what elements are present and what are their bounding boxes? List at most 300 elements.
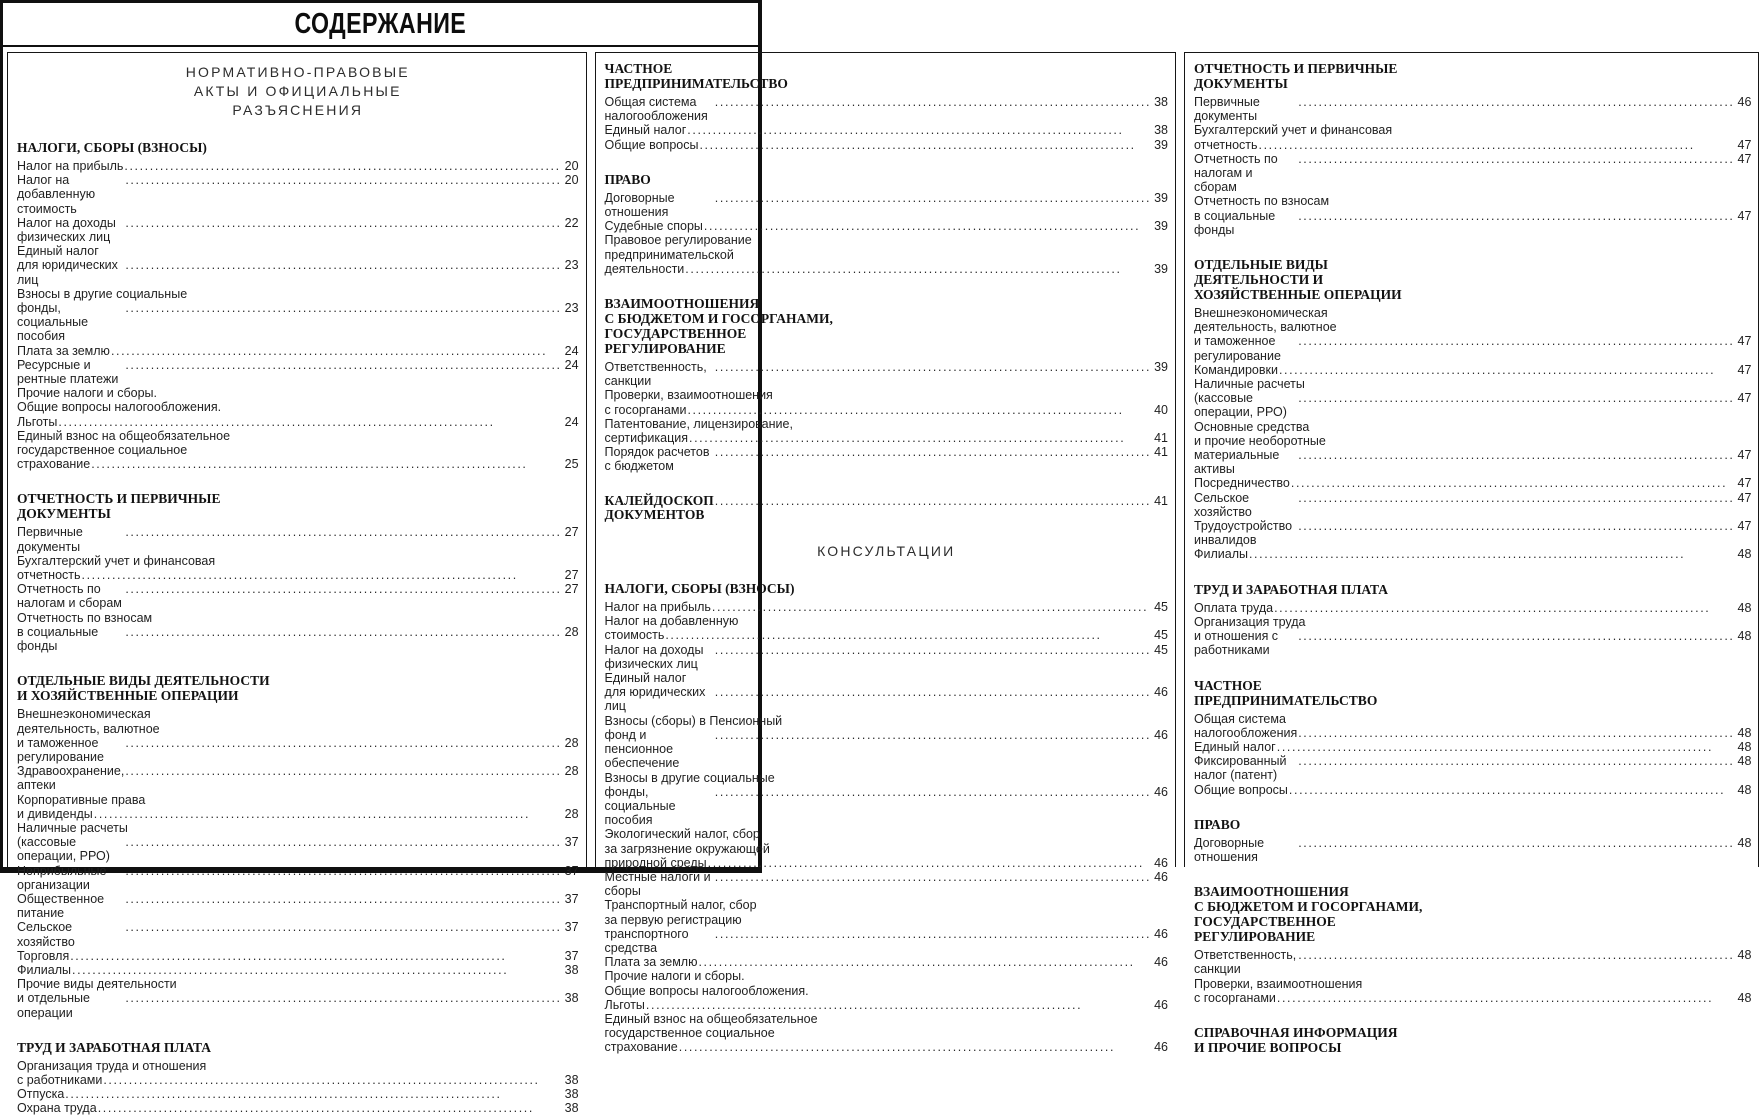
entry-label: в социальные фонды bbox=[17, 624, 99, 654]
toc-entry-line bbox=[605, 998, 1168, 1012]
entry-label: предпринимательской bbox=[604, 247, 734, 262]
page-number: 48 bbox=[1737, 754, 1752, 769]
toc-entry-line bbox=[17, 991, 579, 1019]
entry-label: и дивиденды bbox=[17, 806, 93, 821]
entry-label: Общие вопросы bbox=[604, 137, 699, 152]
toc-entry-line bbox=[605, 417, 1168, 431]
entry-label: с работниками bbox=[17, 1072, 103, 1087]
page-number: 37 bbox=[564, 891, 579, 906]
page-number: 38 bbox=[564, 1087, 579, 1102]
page-number: 40 bbox=[1154, 402, 1168, 417]
toc-entry-line bbox=[1194, 519, 1751, 547]
section-title-line: ОТДЕЛЬНЫЕ ВИДЫ ДЕЯТЕЛЬНОСТИ bbox=[17, 673, 270, 689]
toc-entry-line bbox=[605, 233, 1168, 247]
entry-label: Общественное питание bbox=[17, 891, 105, 921]
dot-leader bbox=[687, 123, 1151, 137]
page-number: 38 bbox=[564, 1101, 579, 1116]
entry-label: Единый налог bbox=[17, 244, 99, 259]
entry-label: материальные активы bbox=[1193, 448, 1280, 477]
entry-label: Налог на прибыль bbox=[17, 159, 124, 173]
entry-label: и прочие необоротные bbox=[1193, 433, 1326, 448]
dot-leader bbox=[1279, 363, 1735, 377]
dot-leader bbox=[125, 736, 561, 750]
page-number: 25 bbox=[564, 457, 579, 472]
dot-leader bbox=[715, 728, 1151, 742]
entry-label: Договорные отношения bbox=[1193, 835, 1265, 864]
toc-entry-line bbox=[17, 287, 579, 301]
section-title-line: ДЕЯТЕЛЬНОСТИ И bbox=[1193, 272, 1324, 288]
entry-label: деятельности bbox=[604, 261, 685, 276]
toc-entry-line bbox=[605, 785, 1168, 828]
page-number: 47 bbox=[1737, 448, 1752, 463]
toc-entry-line bbox=[605, 403, 1168, 417]
entry-label: Общие вопросы налогообложения. bbox=[17, 400, 222, 415]
toc-entry-line bbox=[17, 1059, 579, 1073]
entry-label: Ответственность, санкции bbox=[604, 360, 707, 389]
column-header-line: НОРМАТИВНО-ПРАВОВЫЕ bbox=[185, 64, 410, 80]
toc-entry-line bbox=[17, 1087, 579, 1101]
toc-entry-line bbox=[1194, 391, 1751, 419]
entry-label: Общие вопросы налогообложения. bbox=[604, 983, 809, 998]
toc-entry-line bbox=[605, 95, 1168, 123]
entry-label: транспортного средства bbox=[604, 926, 689, 955]
toc-entry-line bbox=[605, 827, 1168, 841]
page-number: 20 bbox=[564, 173, 579, 188]
section-title-line: ОТДЕЛЬНЫЕ ВИДЫ bbox=[1193, 257, 1328, 273]
entry-label: Транспортный налог, сбор bbox=[604, 898, 757, 913]
section-title-line: ХОЗЯЙСТВЕННЫЕ ОПЕРАЦИИ bbox=[1193, 287, 1402, 303]
toc-entry-line bbox=[1194, 615, 1751, 629]
page-number: 46 bbox=[1154, 727, 1168, 742]
entry-label: с госорганами bbox=[1193, 990, 1276, 1005]
dot-leader bbox=[715, 445, 1151, 459]
dot-leader bbox=[125, 835, 561, 849]
toc-entry-line bbox=[1194, 991, 1751, 1005]
section-title-line: НАЛОГИ, СБОРЫ (ВЗНОСЫ) bbox=[604, 581, 795, 597]
page-number: 47 bbox=[1737, 151, 1752, 166]
dot-leader bbox=[715, 870, 1151, 884]
page-number: 47 bbox=[1737, 519, 1752, 534]
dot-leader bbox=[1291, 476, 1735, 490]
dot-leader bbox=[125, 582, 561, 596]
dot-leader bbox=[1289, 783, 1735, 797]
page-number: 48 bbox=[1737, 835, 1752, 850]
dot-leader bbox=[125, 216, 561, 230]
toc-entry-line bbox=[1194, 434, 1751, 448]
toc-entry-line bbox=[605, 671, 1168, 685]
dot-leader bbox=[698, 955, 1151, 969]
toc-entry-line bbox=[605, 431, 1168, 445]
dot-leader bbox=[1298, 209, 1734, 223]
toc-entry-line bbox=[17, 244, 579, 258]
dot-leader bbox=[125, 625, 561, 639]
toc-entry-line bbox=[17, 835, 579, 863]
dot-leader bbox=[82, 568, 562, 582]
section-title-line: С БЮДЖЕТОМ И ГОСОРГАНАМИ, bbox=[1193, 899, 1423, 915]
toc-entry-line bbox=[17, 525, 579, 553]
entry-label: Плата за землю bbox=[17, 343, 110, 358]
entry-label: Посредничество bbox=[1193, 476, 1290, 491]
toc-entry-line bbox=[1194, 420, 1751, 434]
section-title-line: ПРЕДПРИНИМАТЕЛЬСТВО bbox=[1193, 692, 1378, 708]
page-number: 47 bbox=[1737, 490, 1752, 505]
page-number: 20 bbox=[564, 159, 579, 173]
entry-label: Командировки bbox=[1193, 362, 1278, 377]
dot-leader bbox=[704, 219, 1151, 233]
page-number: 38 bbox=[1154, 123, 1168, 138]
dot-leader bbox=[125, 358, 561, 372]
dot-leader bbox=[1249, 547, 1735, 561]
toc-entry-line bbox=[17, 920, 579, 948]
toc-entry-line bbox=[17, 821, 579, 835]
dot-leader bbox=[1298, 519, 1734, 533]
section-title-line: ВЗАИМООТНОШЕНИЯ bbox=[1193, 884, 1349, 900]
dot-leader bbox=[1277, 740, 1735, 754]
toc-entry-line bbox=[17, 625, 579, 653]
entry-label: налогообложения bbox=[1193, 725, 1298, 740]
toc-entry-line bbox=[17, 301, 579, 344]
toc-entry-line bbox=[17, 386, 579, 400]
page-number: 48 bbox=[1737, 629, 1752, 644]
entry-label: Отчетность по налогам и сборам bbox=[1193, 151, 1278, 195]
page-number: 46 bbox=[1154, 955, 1168, 970]
page-number: 22 bbox=[564, 215, 579, 230]
entry-label: Договорные отношения bbox=[604, 190, 675, 220]
toc-entry-line bbox=[1194, 601, 1751, 615]
entry-label: Налог на прибыль bbox=[604, 600, 711, 615]
toc-entry-line bbox=[17, 807, 579, 821]
section-title bbox=[17, 140, 579, 155]
page-number: 46 bbox=[1154, 784, 1168, 799]
entry-label: Отпуска bbox=[17, 1087, 65, 1102]
dot-leader bbox=[1298, 95, 1734, 109]
entry-label: Прочие налоги и сборы. bbox=[17, 386, 158, 401]
entry-label: Наличные расчеты bbox=[1193, 377, 1305, 392]
entry-label: Бухгалтерский учет и финансовая bbox=[17, 553, 216, 568]
section-title bbox=[1194, 257, 1751, 302]
dot-leader bbox=[1298, 629, 1734, 643]
entry-label: для юридических лиц bbox=[604, 685, 706, 714]
dot-leader bbox=[125, 173, 561, 187]
page-number: 47 bbox=[1737, 137, 1752, 152]
toc-entry-line bbox=[17, 949, 579, 963]
page-number: 39 bbox=[1154, 137, 1168, 152]
section-title-line: ОТЧЕТНОСТЬ И ПЕРВИЧНЫЕ bbox=[1193, 61, 1398, 76]
toc-column-middle bbox=[595, 52, 1176, 1055]
entry-label: Проверки, взаимоотношения bbox=[1193, 976, 1363, 991]
toc-entry-line bbox=[17, 258, 579, 286]
page-number: 37 bbox=[564, 835, 579, 850]
entry-label: Здравоохранение, аптеки bbox=[17, 764, 125, 793]
toc-entry-line bbox=[17, 892, 579, 920]
dot-leader bbox=[103, 1073, 561, 1087]
entry-label: для юридических лиц bbox=[17, 258, 118, 287]
section-title bbox=[1194, 884, 1751, 944]
dot-leader bbox=[646, 998, 1151, 1012]
section-title-line: РЕГУЛИРОВАНИЕ bbox=[604, 341, 726, 357]
dot-leader bbox=[679, 1040, 1151, 1054]
toc-entry-line bbox=[605, 600, 1168, 614]
toc-entry-line bbox=[605, 1026, 1168, 1040]
entry-label: Внешнеэкономическая bbox=[1193, 306, 1328, 321]
toc-entry-line bbox=[1194, 209, 1751, 237]
page-number: 46 bbox=[1737, 95, 1752, 109]
page-number: 48 bbox=[1737, 948, 1752, 963]
page-number: 28 bbox=[564, 764, 579, 779]
column-header bbox=[17, 63, 579, 120]
toc-entry-line bbox=[1194, 363, 1751, 377]
entry-label: Единый налог bbox=[1193, 739, 1276, 754]
toc-entry-line bbox=[17, 216, 579, 244]
entry-label: Единый налог bbox=[604, 671, 687, 686]
toc-entry-line bbox=[17, 611, 579, 625]
entry-label: Организация труда и отношения bbox=[17, 1058, 207, 1073]
section-title-line: ПРАВО bbox=[604, 171, 651, 187]
toc-entry-line bbox=[17, 400, 579, 414]
page-number: 47 bbox=[1737, 476, 1752, 491]
entry-label: Оплата труда bbox=[1193, 600, 1274, 615]
entry-label: природной среды bbox=[604, 855, 707, 870]
page-number: 28 bbox=[564, 735, 579, 750]
section-title bbox=[605, 581, 1168, 596]
toc-entry-line bbox=[605, 219, 1168, 233]
entry-label: Фиксированный налог (патент) bbox=[1193, 754, 1287, 783]
page-number: 48 bbox=[1737, 782, 1752, 797]
toc-entry-line bbox=[605, 969, 1168, 983]
entry-label: Патентование, лицензирование, bbox=[604, 416, 793, 431]
entry-label: стоимость bbox=[604, 628, 665, 643]
dot-leader bbox=[125, 991, 561, 1005]
dot-leader bbox=[715, 643, 1151, 657]
page-number: 28 bbox=[564, 624, 579, 639]
entry-label: Первичные документы bbox=[1193, 95, 1260, 124]
entry-label: деятельность, валютное bbox=[1193, 320, 1337, 335]
section-title-line: ТРУД И ЗАРАБОТНАЯ ПЛАТА bbox=[1193, 581, 1389, 597]
column-header-line: КОНСУЛЬТАЦИИ bbox=[817, 543, 956, 560]
dot-leader bbox=[1259, 138, 1735, 152]
entry-label: Сельское хозяйство bbox=[1193, 490, 1252, 519]
page-number: 41 bbox=[1154, 493, 1168, 508]
entry-label: отчетность bbox=[1193, 137, 1258, 152]
dot-leader bbox=[65, 1087, 561, 1101]
entry-label: Бухгалтерский учет и финансовая bbox=[1193, 123, 1393, 138]
toc-entry-line bbox=[1194, 754, 1751, 782]
toc-entry-line bbox=[17, 764, 579, 792]
page-number: 39 bbox=[1154, 360, 1168, 375]
entry-label: Налог на добавленную bbox=[604, 614, 739, 629]
page-number: 41 bbox=[1154, 431, 1168, 446]
toc-entry-line bbox=[17, 977, 579, 991]
toc-entry-line bbox=[1194, 194, 1751, 208]
toc-entry-line bbox=[605, 1012, 1168, 1026]
toc-entry-line bbox=[1194, 448, 1751, 476]
toc-entry-line bbox=[17, 864, 579, 892]
dot-leader bbox=[72, 963, 562, 977]
entry-label: за первую регистрацию bbox=[604, 912, 742, 927]
page-number: 46 bbox=[1154, 926, 1168, 941]
dot-leader bbox=[715, 191, 1151, 205]
section-page-entry bbox=[605, 494, 1168, 522]
page-number: 37 bbox=[564, 920, 579, 935]
toc-entry-line bbox=[605, 643, 1168, 671]
page-number: 37 bbox=[564, 948, 579, 963]
toc-entry-line bbox=[17, 554, 579, 568]
page-number: 47 bbox=[1737, 208, 1752, 223]
dot-leader bbox=[1298, 391, 1734, 405]
entry-label: Проверки, взаимоотношения bbox=[604, 388, 773, 403]
toc-columns bbox=[3, 47, 1752, 1116]
entry-label: фонд и пенсионное обеспечение bbox=[604, 727, 680, 771]
toc-entry-line bbox=[1194, 123, 1751, 137]
dot-leader bbox=[1298, 948, 1734, 962]
entry-label: Прочие виды деятельности bbox=[17, 977, 177, 992]
entry-label: Ресурсные и рентные платежи bbox=[17, 357, 119, 387]
entry-label: в социальные фонды bbox=[1193, 208, 1276, 237]
entry-label: Правовое регулирование bbox=[604, 233, 752, 248]
section-title-line: ВЗАИМООТНОШЕНИЯ bbox=[604, 296, 760, 312]
entry-label: Взносы (сборы) в Пенсионный bbox=[604, 713, 783, 728]
page-number: 46 bbox=[1154, 855, 1168, 870]
toc-entry-line bbox=[1194, 377, 1751, 391]
column-header-line: РАЗЪЯСНЕНИЯ bbox=[232, 102, 364, 118]
toc-entry-line bbox=[1194, 740, 1751, 754]
page-number: 37 bbox=[564, 863, 579, 878]
toc-entry-line bbox=[1194, 948, 1751, 976]
page-title: СОДЕРЖАНИЕ bbox=[294, 7, 467, 40]
entry-label: Трудоустройство инвалидов bbox=[1193, 519, 1293, 548]
page-number: 48 bbox=[1737, 725, 1752, 740]
entry-label: Наличные расчеты bbox=[17, 820, 128, 835]
page-number: 45 bbox=[1154, 628, 1168, 643]
column-header-line: АКТЫ И ОФИЦИАЛЬНЫЕ bbox=[193, 83, 402, 99]
page-number: 39 bbox=[1154, 190, 1168, 205]
entry-label: Первичные документы bbox=[17, 525, 83, 554]
entry-label: Филиалы bbox=[17, 962, 71, 977]
entry-label: государственное социальное bbox=[17, 443, 188, 458]
section-title bbox=[605, 172, 1168, 187]
toc-entry-line bbox=[1194, 95, 1751, 123]
entry-label: фонды, социальные пособия bbox=[604, 784, 676, 828]
dot-leader bbox=[715, 785, 1151, 799]
section-title-line: ГОСУДАРСТВЕННОЕ bbox=[604, 326, 747, 342]
toc-entry-line bbox=[1194, 836, 1751, 864]
section-title bbox=[1194, 582, 1751, 597]
page-number: 48 bbox=[1737, 547, 1752, 562]
toc-entry-line bbox=[605, 614, 1168, 628]
section-title bbox=[1194, 817, 1751, 832]
toc-entry-line bbox=[605, 771, 1168, 785]
section-title-line: ПРЕДПРИНИМАТЕЛЬСТВО bbox=[604, 76, 788, 91]
page-number: 41 bbox=[1154, 445, 1168, 460]
toc-entry-line bbox=[17, 415, 579, 429]
page-number: 38 bbox=[564, 991, 579, 1006]
toc-entry-line bbox=[605, 714, 1168, 728]
toc-entry-line bbox=[1194, 726, 1751, 740]
page-number: 48 bbox=[1737, 990, 1752, 1005]
entry-label: и отношения с работниками bbox=[1193, 629, 1279, 658]
section-title bbox=[605, 61, 1168, 91]
dot-leader bbox=[665, 628, 1151, 642]
page-number: 38 bbox=[564, 1072, 579, 1087]
page-number: 39 bbox=[1154, 261, 1168, 276]
dot-leader bbox=[715, 95, 1151, 109]
entry-label: (кассовые операции, РРО) bbox=[1193, 391, 1287, 420]
entry-label: Торговля bbox=[17, 948, 70, 963]
entry-label: Порядок расчетов с бюджетом bbox=[604, 445, 710, 474]
dot-leader bbox=[708, 856, 1151, 870]
toc-entry-line bbox=[17, 159, 579, 173]
entry-label: Налог на добавленную стоимость bbox=[17, 173, 96, 216]
toc-entry-line bbox=[605, 138, 1168, 152]
dot-leader bbox=[125, 764, 561, 778]
toc-column-left bbox=[7, 52, 587, 1116]
page-number: 24 bbox=[564, 414, 579, 429]
toc-entry-line bbox=[605, 913, 1168, 927]
toc-entry-line bbox=[605, 842, 1168, 856]
entry-label: страхование bbox=[604, 1040, 678, 1055]
toc-entry-line bbox=[17, 736, 579, 764]
entry-label: Общие вопросы bbox=[1193, 782, 1288, 797]
entry-label: Основные средства bbox=[1193, 419, 1310, 434]
entry-label: Взносы в другие социальные bbox=[604, 770, 775, 785]
section-title bbox=[17, 491, 579, 521]
page-number: 24 bbox=[564, 343, 579, 358]
entry-label: сертификация bbox=[604, 431, 688, 446]
page-number: 48 bbox=[1737, 739, 1752, 754]
entry-label: фонды, социальные пособия bbox=[17, 301, 89, 344]
page-number: 27 bbox=[564, 582, 579, 597]
page-number: 28 bbox=[564, 806, 579, 821]
entry-label: Налог на доходы физических лиц bbox=[17, 215, 116, 245]
toc-entry-line bbox=[1194, 476, 1751, 490]
toc-entry-line bbox=[17, 429, 579, 443]
toc-entry-line bbox=[605, 191, 1168, 219]
page-number: 27 bbox=[564, 568, 579, 583]
page-number: 47 bbox=[1737, 334, 1752, 349]
toc-entry-line bbox=[17, 457, 579, 471]
toc-entry-line bbox=[1194, 977, 1751, 991]
toc-entry-line bbox=[17, 707, 579, 721]
section-title bbox=[1194, 678, 1751, 708]
toc-entry-line bbox=[605, 984, 1168, 998]
toc-entry-line bbox=[605, 445, 1168, 473]
section-title-line: СПРАВОЧНАЯ ИНФОРМАЦИЯ bbox=[1193, 1024, 1398, 1040]
dot-leader bbox=[1298, 754, 1734, 768]
toc-column-right bbox=[1184, 52, 1759, 1055]
toc-entry-line bbox=[605, 927, 1168, 955]
dot-leader bbox=[1298, 836, 1734, 850]
page-number: 45 bbox=[1154, 600, 1168, 615]
dot-leader bbox=[91, 457, 561, 471]
toc-entry-line bbox=[605, 262, 1168, 276]
section-title-line: РЕГУЛИРОВАНИЕ bbox=[1193, 929, 1316, 945]
toc-entry-line bbox=[1194, 306, 1751, 320]
entry-label: Единый взнос на общеобязательное bbox=[604, 1011, 818, 1026]
section-title-line: ЧАСТНОЕ bbox=[604, 61, 673, 76]
entry-label: Отчетность по взносам bbox=[17, 610, 153, 625]
toc-entry-line bbox=[605, 870, 1168, 898]
toc-entry-line bbox=[17, 793, 579, 807]
dot-leader bbox=[715, 927, 1151, 941]
section-title bbox=[17, 673, 579, 703]
entry-label: Отчетность по налогам и сборам bbox=[17, 582, 122, 611]
page-number: 46 bbox=[1154, 869, 1168, 884]
entry-label: Общая система налогообложения bbox=[604, 95, 708, 124]
section-title bbox=[17, 1040, 579, 1055]
dot-leader bbox=[70, 949, 561, 963]
entry-label: (кассовые операции, РРО) bbox=[17, 835, 110, 864]
page-number: 39 bbox=[1154, 219, 1168, 234]
